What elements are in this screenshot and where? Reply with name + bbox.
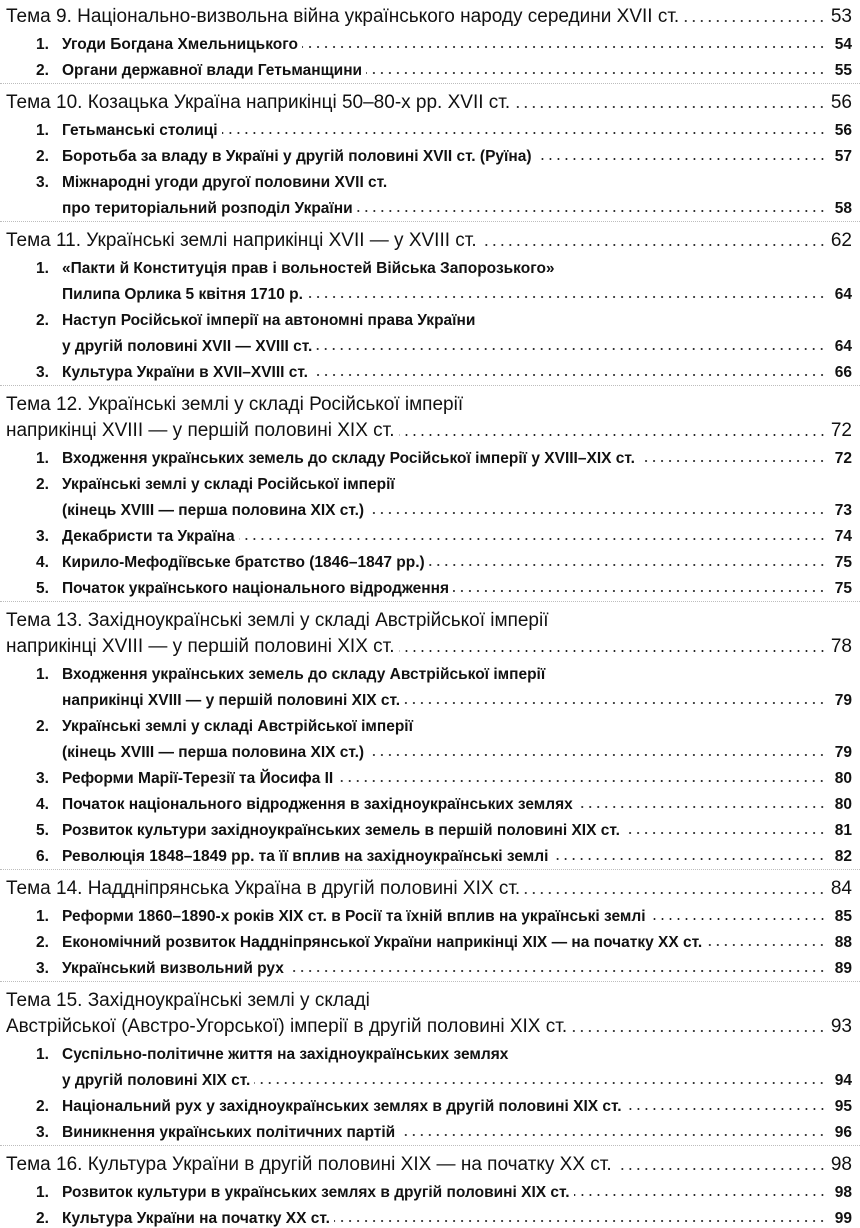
toc-page-number: 73 (834, 502, 852, 519)
dot-leader (357, 209, 826, 213)
toc-entry-title: Реформи Марії-Терезії та Йосифа II (62, 770, 334, 787)
toc-subtopic-entry[interactable] (36, 546, 852, 572)
toc-entry-number: 5. (36, 580, 49, 597)
toc-topic-entry[interactable] (6, 606, 852, 632)
toc-entry-title: Українські землі у складі Російської імперії (62, 476, 395, 493)
toc-entry-title: Австрійської (Австро-Угорської) імперії в другій половині XIX ст. (6, 1016, 568, 1037)
toc-page-number: 79 (834, 692, 852, 709)
dot-leader (399, 1133, 826, 1137)
toc-subtopic-entry[interactable] (62, 330, 852, 356)
toc-entry-title: Українські землі у складі Австрійської імперії (62, 718, 413, 735)
toc-entry-title: Національний рух у західноукраїнських землях в другій половині XIX ст. (62, 1098, 622, 1115)
toc-entry-title: Тема 9. Національно-визвольна війна українського народу середини XVII ст. (6, 6, 680, 27)
toc-entry-number: 5. (36, 822, 49, 839)
toc-entry-title: Культура України в XVII–XVIII ст. (62, 364, 308, 381)
toc-entry-number: 2. (36, 312, 49, 329)
toc-subtopic-entry[interactable] (62, 192, 852, 218)
toc-page-number: 56 (830, 92, 852, 113)
toc-page-number: 99 (834, 1210, 852, 1227)
dot-leader (514, 105, 826, 109)
toc-page-number: 62 (830, 230, 852, 251)
toc-subtopic-entry[interactable] (36, 28, 852, 54)
toc-topic-entry[interactable] (6, 88, 852, 114)
toc-page-number: 53 (830, 6, 852, 27)
toc-entry-title: Суспільно-політичне життя на західноукраїнських землях (62, 1046, 509, 1063)
toc-page-number: 80 (834, 796, 852, 813)
toc-page-number: 74 (834, 528, 852, 545)
toc-page-number: 98 (830, 1154, 852, 1175)
section-divider (0, 83, 860, 84)
toc-entry-title: Входження українських земель до складу Австрійської імперії (62, 666, 546, 683)
toc-entry-title: Культура України на початку XX ст. (62, 1210, 330, 1227)
toc-subtopic-entry[interactable] (36, 762, 852, 788)
toc-page-number: 81 (834, 822, 852, 839)
toc-subtopic-entry[interactable] (36, 658, 852, 684)
toc-page-number: 93 (830, 1016, 852, 1037)
dot-leader (577, 805, 826, 809)
toc-subtopic-entry[interactable] (36, 442, 852, 468)
toc-entry-title: Наступ Російської імперії на автономні права України (62, 312, 476, 329)
toc-topic-entry[interactable] (6, 416, 852, 442)
toc-entry-title: Український визвольний рух (62, 960, 284, 977)
toc-topic-entry[interactable] (6, 1150, 852, 1176)
toc-entry-number: 2. (36, 476, 49, 493)
dot-leader (366, 71, 826, 75)
section-divider (0, 601, 860, 602)
dot-leader (626, 1107, 826, 1111)
toc-page-number: 96 (834, 1124, 852, 1141)
section-divider (0, 385, 860, 386)
dot-leader (404, 701, 826, 705)
toc-subtopic-entry[interactable] (36, 166, 852, 192)
toc-entry-number: 1. (36, 666, 49, 683)
toc-subtopic-entry[interactable] (36, 900, 852, 926)
toc-entry-number: 4. (36, 796, 49, 813)
toc-topic-entry[interactable] (6, 390, 852, 416)
toc-entry-number: 4. (36, 554, 49, 571)
toc-page-number: 66 (834, 364, 852, 381)
dot-leader (552, 857, 826, 861)
dot-leader (239, 537, 826, 541)
toc-entry-title: Тема 10. Козацька Україна наприкінці 50–80-х рр. XVII ст. (6, 92, 511, 113)
toc-topic-entry[interactable] (6, 226, 852, 252)
toc-entry-title: Виникнення українських політичних партій (62, 1124, 396, 1141)
toc-entry-title: наприкінці XVIII — у першій половині XIX ст. (62, 692, 401, 709)
toc-entry-number: 1. (36, 450, 49, 467)
toc-entry-title: Розвиток культури західноукраїнських земель в першій половині XIX ст. (62, 822, 620, 839)
toc-page-number: 72 (830, 420, 852, 441)
dot-leader (399, 433, 826, 437)
dot-leader (368, 753, 826, 757)
toc-subtopic-entry[interactable] (62, 684, 852, 710)
toc-entry-title: Боротьба за владу в Україні у другій половині XVII ст. (Руїна) (62, 148, 532, 165)
toc-entry-number: 1. (36, 260, 49, 277)
toc-entry-title: Міжнародні угоди другої половини XVII ст. (62, 174, 388, 191)
toc-page-number: 58 (834, 200, 852, 217)
toc-entry-title: Угоди Богдана Хмельницького (62, 36, 298, 53)
toc-subtopic-entry[interactable] (36, 1202, 852, 1228)
toc-entry-title: (кінець XVIII — перша половина XIX ст.) (62, 502, 365, 519)
toc-page-number: 55 (834, 62, 852, 79)
dot-leader (524, 891, 826, 895)
dot-leader (288, 969, 826, 973)
toc-page-number: 88 (834, 934, 852, 951)
toc-entry-title: Органи державної влади Гетьманщини (62, 62, 363, 79)
toc-entry-number: 3. (36, 364, 49, 381)
toc-page-number: 78 (830, 636, 852, 657)
toc-page-number: 54 (834, 36, 852, 53)
toc-entry-title: Входження українських земель до складу Російської імперії у XVIII–XIX ст. (62, 450, 635, 467)
toc-subtopic-entry[interactable] (36, 788, 852, 814)
toc-subtopic-entry[interactable] (36, 572, 852, 598)
dot-leader (254, 1081, 826, 1085)
toc-entry-number: 3. (36, 770, 49, 787)
toc-topic-entry[interactable] (6, 2, 852, 28)
toc-entry-number: 1. (36, 1184, 49, 1201)
toc-subtopic-entry[interactable] (36, 1090, 852, 1116)
toc-subtopic-entry[interactable] (36, 710, 852, 736)
toc-entry-number: 2. (36, 62, 49, 79)
toc-topic-entry[interactable] (6, 632, 852, 658)
dot-leader (616, 1167, 826, 1171)
toc-page-number: 95 (834, 1098, 852, 1115)
toc-entry-title: наприкінці XVIII — у першій половині XIX ст. (6, 636, 395, 657)
toc-subtopic-entry[interactable] (36, 468, 852, 494)
toc-subtopic-entry[interactable] (62, 494, 852, 520)
toc-entry-title: Розвиток культури в українських землях в другій половині XIX ст. (62, 1184, 570, 1201)
dot-leader (316, 347, 826, 351)
toc-topic-entry[interactable] (6, 1012, 852, 1038)
toc-entry-number: 1. (36, 122, 49, 139)
toc-entry-title: наприкінці XVIII — у першій половині XIX ст. (6, 420, 395, 441)
dot-leader (571, 1029, 826, 1033)
toc-topic-entry[interactable] (6, 986, 852, 1012)
toc-page-number: 75 (834, 554, 852, 571)
toc-entry-title: Революція 1848–1849 рр. та її вплив на західноукраїнські землі (62, 848, 549, 865)
toc-entry-title: Декабристи та Україна (62, 528, 235, 545)
toc-subtopic-entry[interactable] (36, 1116, 852, 1142)
toc-page-number: 64 (834, 286, 852, 303)
toc-entry-title: Кирило-Мефодіївське братство (1846–1847 рр.) (62, 554, 425, 571)
toc-subtopic-entry[interactable] (36, 140, 852, 166)
dot-leader (429, 563, 826, 567)
toc-subtopic-entry[interactable] (36, 114, 852, 140)
toc-entry-number: 1. (36, 908, 49, 925)
toc-page-number: 85 (834, 908, 852, 925)
toc-page-number: 80 (834, 770, 852, 787)
toc-page-number: 98 (834, 1184, 852, 1201)
toc-entry-title: Початок національного відродження в західноукраїнських землях (62, 796, 573, 813)
section-divider (0, 1145, 860, 1146)
dot-leader (337, 779, 826, 783)
dot-leader (574, 1193, 826, 1197)
dot-leader (536, 157, 826, 161)
toc-subtopic-entry[interactable] (36, 54, 852, 80)
dot-leader (481, 243, 826, 247)
toc-entry-title: «Пакти й Конституція прав і вольностей Війська Запорозького» (62, 260, 555, 277)
toc-entry-title: у другій половині XIX ст. (62, 1072, 251, 1089)
dot-leader (307, 295, 826, 299)
toc-subtopic-entry[interactable] (36, 1176, 852, 1202)
toc-page-number: 79 (834, 744, 852, 761)
toc-entry-title: Пилипа Орлика 5 квітня 1710 р. (62, 286, 303, 303)
toc-entry-title: Тема 13. Західноукраїнські землі у складі Австрійської імперії (6, 610, 549, 631)
section-divider (0, 869, 860, 870)
toc-entry-number: 2. (36, 934, 49, 951)
toc-entry-number: 2. (36, 148, 49, 165)
toc-entry-number: 3. (36, 174, 49, 191)
dot-leader (312, 373, 826, 377)
toc-entry-number: 3. (36, 528, 49, 545)
toc-topic-entry[interactable] (6, 874, 852, 900)
toc-entry-number: 2. (36, 1210, 49, 1227)
toc-subtopic-entry[interactable] (36, 520, 852, 546)
dot-leader (683, 19, 826, 23)
toc-page-number: 72 (834, 450, 852, 467)
dot-leader (334, 1219, 826, 1223)
dot-leader (302, 45, 826, 49)
toc-entry-title: Тема 15. Західноукраїнські землі у складі (6, 990, 370, 1011)
toc-subtopic-entry[interactable] (36, 840, 852, 866)
toc-entry-number: 6. (36, 848, 49, 865)
toc-entry-number: 1. (36, 36, 49, 53)
toc-entry-title: про територіальний розподіл України (62, 200, 353, 217)
toc-entry-number: 2. (36, 718, 49, 735)
toc-page-number: 94 (834, 1072, 852, 1089)
toc-page-number: 82 (834, 848, 852, 865)
toc-subtopic-entry[interactable] (36, 252, 852, 278)
toc-page-number: 75 (834, 580, 852, 597)
toc-entry-title: Гетьманські столиці (62, 122, 218, 139)
toc-entry-number: 2. (36, 1098, 49, 1115)
toc-subtopic-entry[interactable] (36, 1038, 852, 1064)
toc-page-number: 84 (830, 878, 852, 899)
toc-subtopic-entry[interactable] (62, 736, 852, 762)
toc-entry-title: у другій половині XVII — XVIII ст. (62, 338, 313, 355)
toc-entry-title: Тема 16. Культура України в другій половині XIX — на початку XX ст. (6, 1154, 612, 1175)
toc-entry-title: Тема 14. Наддніпрянська Україна в другій половині XIX ст. (6, 878, 521, 899)
toc-entry-number: 1. (36, 1046, 49, 1063)
dot-leader (368, 511, 826, 515)
dot-leader (650, 917, 827, 921)
dot-leader (624, 831, 826, 835)
toc-page-number: 64 (834, 338, 852, 355)
dot-leader (639, 459, 826, 463)
dot-leader (222, 131, 826, 135)
toc-entry-number: 3. (36, 1124, 49, 1141)
toc-subtopic-entry[interactable] (36, 814, 852, 840)
toc-entry-number: 3. (36, 960, 49, 977)
toc-page-number: 57 (834, 148, 852, 165)
section-divider (0, 221, 860, 222)
toc-page-number: 89 (834, 960, 852, 977)
dot-leader (706, 943, 826, 947)
dot-leader (399, 649, 826, 653)
toc-subtopic-entry[interactable] (62, 1064, 852, 1090)
toc-subtopic-entry[interactable] (36, 952, 852, 978)
toc-subtopic-entry[interactable] (36, 304, 852, 330)
toc-entry-title: (кінець XVIII — перша половина XIX ст.) (62, 744, 365, 761)
toc-subtopic-entry[interactable] (62, 278, 852, 304)
toc-subtopic-entry[interactable] (36, 356, 852, 382)
toc-entry-title: Тема 11. Українські землі наприкінці XVII — у XVIII ст. (6, 230, 477, 251)
dot-leader (453, 589, 826, 593)
toc-entry-title: Економічний розвиток Наддніпрянської України наприкінці XIX — на початку XX ст. (62, 934, 703, 951)
toc-entry-title: Реформи 1860–1890-х років XIX ст. в Росії та їхній вплив на українські землі (62, 908, 646, 925)
toc-subtopic-entry[interactable] (36, 926, 852, 952)
section-divider (0, 981, 860, 982)
toc-entry-title: Тема 12. Українські землі у складі Російської імперії (6, 394, 464, 415)
toc-entry-title: Початок українського національного відродження (62, 580, 450, 597)
toc-page-number: 56 (834, 122, 852, 139)
